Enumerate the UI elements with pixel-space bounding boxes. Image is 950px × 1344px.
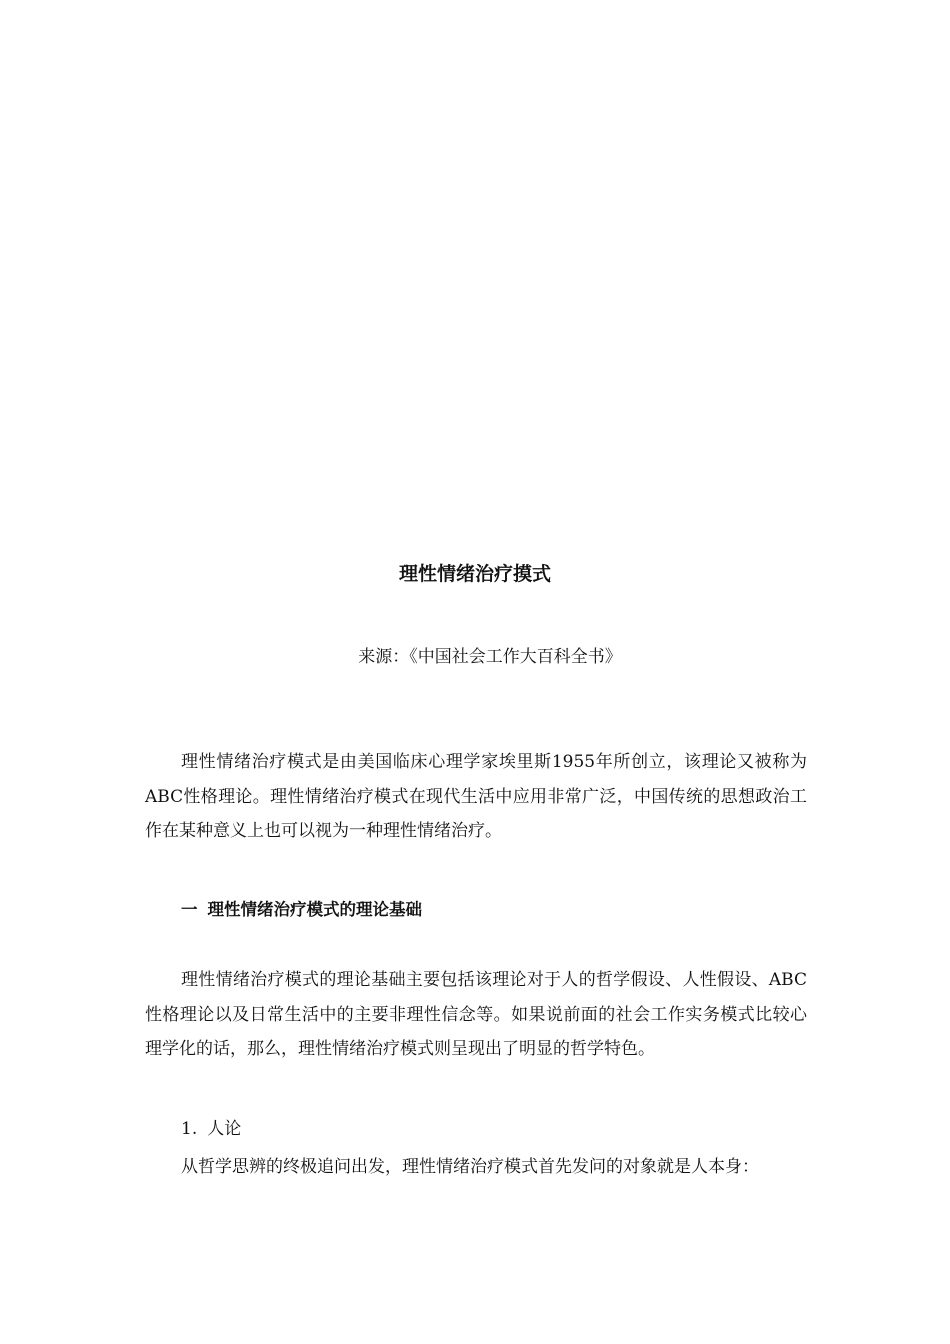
list-item-number: 1. [181, 1119, 198, 1139]
document-source: 来源：《中国社会工作大百科全书》 [358, 647, 622, 667]
intro-paragraph: 理性情绪治疗模式是由美国临床心理学家埃里斯1955年所创立，该理论又被称为ABC性格理论。理性情绪治疗模式在现代生活中应用非常广泛，中国传统的思想政治工作在某种意义上也可以视为一种理性情绪治疗。 [145, 752, 807, 841]
list-item-heading [181, 1114, 241, 1144]
section-heading-text: 理性情绪治疗模式的理论基础 [207, 900, 422, 919]
section-heading [181, 896, 422, 924]
item-paragraph: 从哲学思辨的终极追问出发，理性情绪治疗模式首先发问的对象就是人本身： [181, 1157, 759, 1177]
section-paragraph: 理性情绪治疗模式的理论基础主要包括该理论对于人的哲学假设、人性假设、ABC性格理论以及日常生活中的主要非理性信念等。如果说前面的社会工作实务模式比较心理学化的话，那么，理性情绪治疗模式则呈现出了明显的哲学特色。 [145, 970, 807, 1059]
section-number: 一 [181, 900, 198, 919]
document-title: 理性情绪治疗摸式 [398, 563, 551, 585]
list-item-label: 人论 [207, 1119, 242, 1139]
